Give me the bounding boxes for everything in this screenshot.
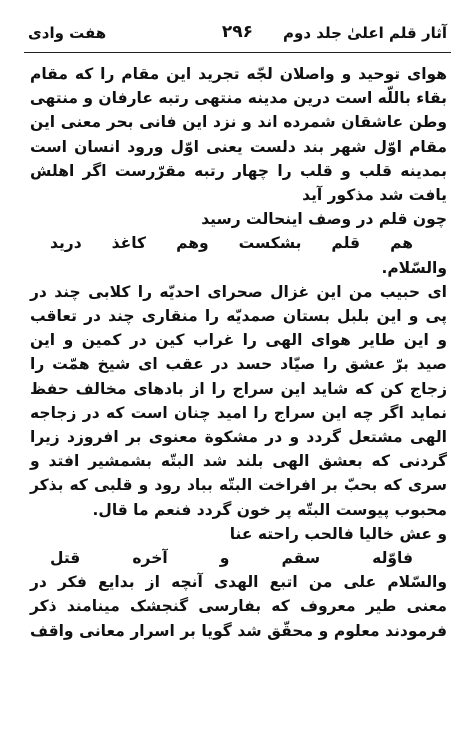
text-line: مقام اوّل شهر بند دلست یعنی اوّل ورود انسان است xyxy=(30,137,447,156)
text-line: زجاج کن که شاید این سراج را از بادهای مخالف حفظ xyxy=(30,379,447,398)
verse-line: هم قلم بشکست وهم کاغذ درید xyxy=(50,234,413,253)
text-line: نماید اگر چه این سراج را امید چنان است که در زجاجه xyxy=(30,403,447,422)
text-line: گردنی که بعشق الهی بلند شد البتّه بشمشیر افتد و xyxy=(30,452,447,471)
text-line: والسّلام علی من اتبع الهدی آنچه از بدایع فکر در xyxy=(30,573,447,592)
text-line: و این طایر هوای الهی را غراب کین در کمین و این xyxy=(30,331,447,350)
text-line: بمدینه قلب و قلب را چهار رتبه مقرّرست اگر اهلش xyxy=(30,161,447,180)
page-number: ۲۹۶ xyxy=(221,22,254,42)
text-line: الهی مشتعل گردد و در مشکوة معنوی بر افروزد زیرا xyxy=(30,428,447,447)
section-title: هفت وادی xyxy=(28,24,107,42)
text-line: محبوب پیوست البتّه پر خون گردد فنعم ما قال. xyxy=(92,500,447,519)
book-title: آثار قلم اعلیٰ جلد دوم xyxy=(283,24,447,42)
verse-line: فاوّله سقم و آخره قتل xyxy=(50,549,413,568)
page-header xyxy=(28,18,447,52)
text-line: وطن عاشقان شمرده اند و نزد این فانی بحر معنی این xyxy=(30,113,447,132)
text-line: فرمودند معلوم و محقّق شد گویا بر اسرار معانی واقف xyxy=(30,621,447,640)
text-line: بقاء باللّه است درین مدینه منتهی رتبه عارفان و منتهی xyxy=(29,89,447,108)
text-line: هوای توحید و واصلان لجّه تجرید این مقام را که مقام xyxy=(30,65,447,83)
text-line: ای حبیب من این غزال صحرای احدیّه را کلابی چند در xyxy=(30,282,447,301)
header-divider xyxy=(24,52,451,53)
verse-line: و عش خالیا فالحب راحته عنا xyxy=(229,524,447,543)
body-text xyxy=(30,62,447,643)
text-line: معنی طیر معروف که بفارسی گنجشک مینامند ذکر xyxy=(30,597,447,616)
text-line: صید برّ عشق را صیّاد حسد در عقب ای شیخ همّت را xyxy=(30,355,447,374)
text-line: یافت شد مذکور آید xyxy=(302,186,447,205)
text-line: والسّلام. xyxy=(381,258,447,277)
text-line: سری که بحبّ بر افراخت البتّه بباد رود و قلبی که بذکر xyxy=(30,476,447,495)
text-line: پی و این بلبل بستان صمدیّه را منقاری چند در تعاقب xyxy=(30,307,447,326)
verse-line: چون قلم در وصف اینحالت رسید xyxy=(201,210,447,229)
